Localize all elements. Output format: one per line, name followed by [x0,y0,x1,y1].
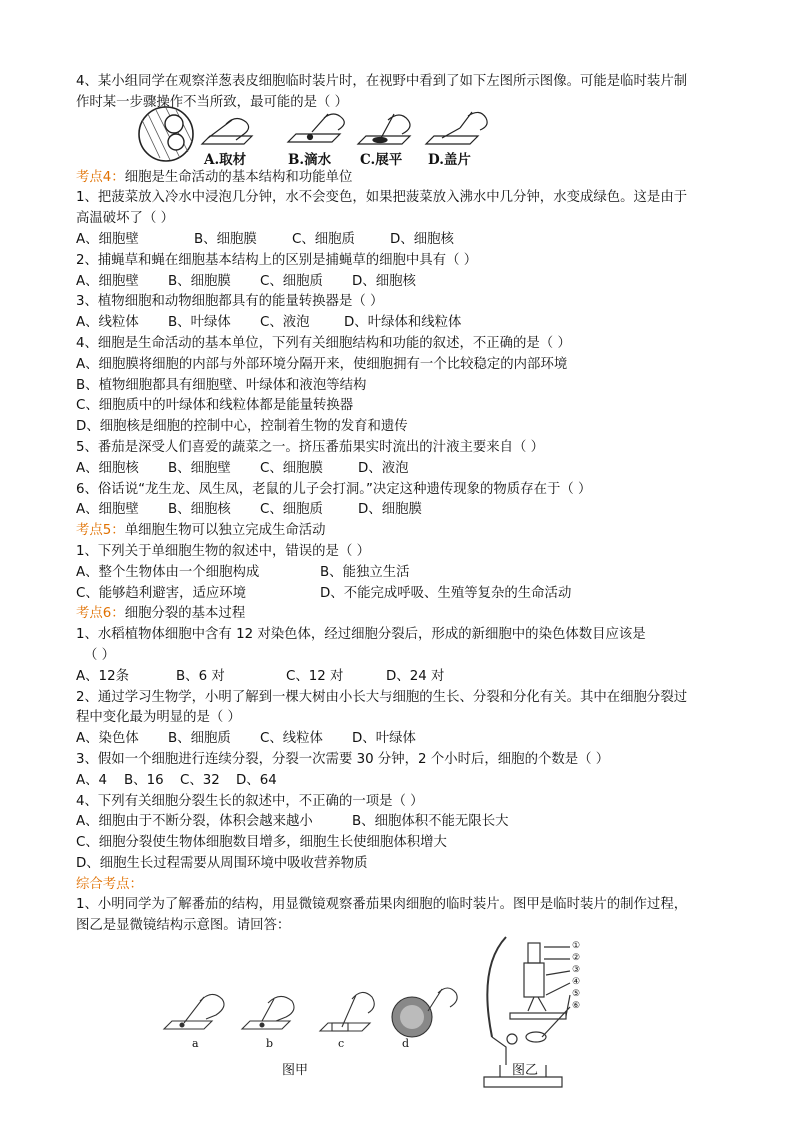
option[interactable]: C、12 对 [286,668,344,684]
option[interactable]: A、细胞核 [76,460,139,476]
option[interactable]: D、细胞膜 [358,502,422,518]
option[interactable]: D、细胞核 [352,273,416,289]
option[interactable]: C、液泡 [260,315,310,331]
section-6-heading [76,604,726,625]
microscope-number-6: ⑥ [572,1001,581,1012]
s6-q1-options [76,667,726,688]
s6-q2-line-2: 程中变化最为明显的是（ ） [76,710,241,726]
figure-label-c: C.展平 [360,151,403,168]
option[interactable]: C、能够趋利避害，适应环境 [76,585,247,601]
option[interactable]: A、细胞壁 [76,502,139,518]
option[interactable]: B、细胞质 [168,731,231,747]
s5-q1-options-row-1 [76,563,726,584]
q4-line-2: 作时某一步骤操作不当所致，最可能的是（ ） [76,94,349,110]
step-c-icon [320,993,374,1032]
s6-q3-options [76,771,726,792]
option[interactable]: D、64 [236,772,277,788]
step-c-spread-flat-icon [358,114,410,144]
option[interactable]: A、细胞壁 [76,231,139,247]
option[interactable]: A、整个生物体由一个细胞构成 [76,564,260,580]
option[interactable]: D、细胞核是细胞的控制中心，控制着生物的发育和遗传 [76,419,408,435]
option[interactable]: A、线粒体 [76,315,139,331]
step-a-take-sample-icon [202,118,252,144]
s4-q3-options [76,313,726,334]
s4-q3-line-1: 3、植物细胞和动物细胞都具有的能量转换器是（ ） [76,294,384,310]
option[interactable]: D、不能完成呼吸、生殖等复杂的生命活动 [320,585,572,601]
step-b-drip-water-icon [288,114,344,142]
step-d-cover-slip-icon [426,112,487,144]
s4-q2-line-1: 2、捕蝇草和蝇在细胞基本结构上的区别是捕蝇草的细胞中具有（ ） [76,252,478,268]
s6-q4-options-row-1 [76,812,726,833]
option[interactable]: B、细胞核 [168,502,231,518]
option[interactable]: A、12条 [76,668,129,684]
section-6-title: 细胞分裂的基本过程 [124,606,246,622]
s6-q4-line-1: 4、下列有关细胞分裂生长的叙述中，不正确的一项是（ ） [76,793,424,809]
step-label-c: c [338,1037,345,1051]
s6-q1-line-1: 1、水稻植物体细胞中含有 12 对染色体，经过细胞分裂后，形成的新细胞中的染色体数目应该是 [76,627,646,643]
s5-q1-line-1: 1、下列关于单细胞生物的叙述中，错误的是（ ） [76,543,370,559]
s4-q6-line-1: 6、俗话说“龙生龙、凤生凤，老鼠的儿子会打洞。”决定这种遗传现象的物质存在于（ ） [76,481,592,497]
step-d-icon [392,988,457,1037]
option[interactable]: D、细胞核 [390,231,454,247]
option[interactable]: B、能独立生活 [320,564,410,580]
option[interactable]: C、细胞质中的叶绿体和线粒体都是能量转换器 [76,398,354,414]
worksheet-page [76,72,726,1097]
option[interactable]: D、液泡 [358,460,409,476]
step-label-a: a [192,1037,199,1051]
step-label-b: b [266,1037,274,1051]
figure-label-b: B.滴水 [288,151,332,168]
option[interactable]: B、细胞壁 [168,460,231,476]
figure-caption-jia: 图甲 [282,1063,309,1079]
section-4-title: 细胞是生命活动的基本结构和功能单位 [124,169,353,185]
section-4-heading [76,168,726,189]
s4-q4-line-1: 4、细胞是生命活动的基本单位，下列有关细胞结构和功能的叙述，不正确的是（ ） [76,335,571,351]
option[interactable]: C、细胞质 [292,231,355,247]
s7-q1-line-2: 图乙是显微镜结构示意图。请回答： [76,918,291,934]
figure-label-a: A.取材 [204,151,247,168]
section-4-prefix: 考点4： [76,169,125,185]
section-5-heading [76,521,726,542]
option[interactable]: D、叶绿体 [352,731,416,747]
microscope-number-2: ② [572,953,581,964]
s4-q1-options [76,230,726,251]
option[interactable]: C、细胞质 [260,273,323,289]
s6-q2-options [76,729,726,750]
s4-q1-line-2: 高温破坏了（ ） [76,211,174,227]
microscope-number-4: ④ [572,977,581,988]
option[interactable]: B、16 [124,772,164,788]
section-5-title: 单细胞生物可以独立完成生命活动 [124,523,326,539]
s6-q2-line-1: 2、通过学习生物学，小明了解到一棵大树由小长大与细胞的生长、分裂和分化有关。其中在细胞分裂过 [76,689,688,705]
step-label-d: d [402,1037,410,1051]
option[interactable]: D、叶绿体和线粒体 [344,315,462,331]
s4-q5-options [76,459,726,480]
s4-q1-line-1: 1、把菠菜放入冷水中浸泡几分钟，水不会变色，如果把菠菜放入沸水中几分钟，水变成绿色。这是由于 [76,190,688,206]
option[interactable]: C、细胞膜 [260,460,323,476]
option[interactable]: C、32 [180,772,220,788]
option[interactable]: A、细胞由于不断分裂，体积会越来越小 [76,814,313,830]
step-b-icon [242,997,294,1030]
section-7-heading: 综合考点： [76,876,143,892]
option[interactable]: C、线粒体 [260,731,323,747]
option[interactable]: B、细胞膜 [194,231,257,247]
s4-q6-options [76,500,726,521]
option[interactable]: B、植物细胞都具有细胞壁、叶绿体和液泡等结构 [76,377,367,393]
field-of-view-icon [139,107,193,161]
option[interactable]: D、24 对 [386,668,445,684]
option[interactable]: A、细胞壁 [76,273,139,289]
microscope-number-3: ③ [572,965,581,976]
section-6-prefix: 考点6： [76,606,125,622]
s6-q1-line-2: （ ） [84,647,116,663]
s4-q5-line-1: 5、番茄是深受人们喜爱的蔬菜之一。挤压番茄果实时流出的汁液主要来自（ ） [76,439,545,455]
option[interactable]: D、细胞生长过程需要从周围环境中吸收营养物质 [76,855,368,871]
option[interactable]: C、细胞分裂使生物体细胞数目增多，细胞生长使细胞体积增大 [76,835,447,851]
slide-and-microscope-figure [76,937,726,1097]
option[interactable]: A、细胞膜将细胞的内部与外部环境分隔开来，使细胞拥有一个比较稳定的内部环境 [76,356,568,372]
q4-line-1: 4、某小组同学在观察洋葱表皮细胞临时装片时，在视野中看到了如下左图所示图像。可能是临时装片制 [76,74,688,89]
q4-figure [76,114,726,168]
step-a-icon [164,995,224,1030]
microscope-number-1: ① [572,941,581,952]
option[interactable]: B、叶绿体 [168,315,231,331]
s6-q3-line-1: 3、假如一个细胞进行连续分裂，分裂一次需要 30 分钟，2 个小时后，细胞的个数是（ ） [76,751,610,767]
s7-q1-line-1: 1、小明同学为了解番茄的结构，用显微镜观察番茄果肉细胞的临时装片。图甲是临时装片的制作过程， [76,897,688,913]
microscope-number-5: ⑤ [572,989,581,1000]
figure-label-d: D.盖片 [428,151,471,168]
section-5-prefix: 考点5： [76,523,125,539]
option[interactable]: A、染色体 [76,731,139,747]
option[interactable]: B、细胞体积不能无限长大 [352,814,509,830]
option[interactable]: C、细胞质 [260,502,323,518]
option[interactable]: B、6 对 [176,668,225,684]
s4-q2-options [76,272,726,293]
option[interactable]: A、4 [76,772,108,788]
option[interactable]: B、细胞膜 [168,273,231,289]
figure-caption-yi: 图乙 [512,1063,539,1079]
figure-drawing [76,937,726,1097]
s5-q1-options-row-2 [76,584,726,605]
